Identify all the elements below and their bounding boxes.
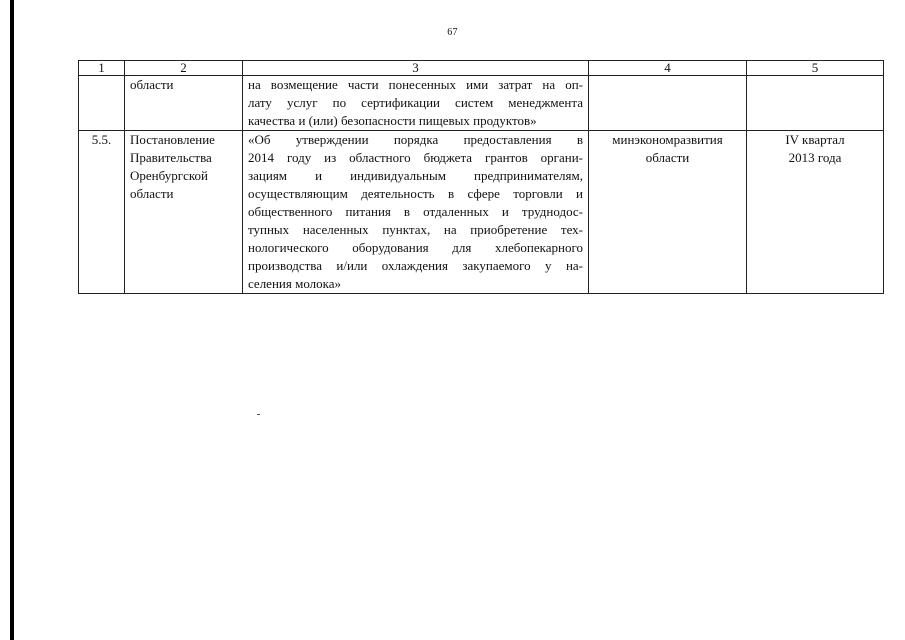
doc-type-line: Оренбургской	[130, 168, 208, 183]
doc-title-line: тупных населенных пунктах, на приобретение тех-	[248, 222, 583, 237]
doc-title-line: нологического оборудования для хлебопекарного	[248, 240, 583, 255]
responsible-line: минэкономразвития	[612, 132, 723, 147]
doc-title-line: на возмещение части понесенных ими затрат на оп-	[248, 77, 583, 92]
responsible-line: области	[645, 150, 690, 165]
table-row	[79, 76, 884, 131]
doc-title-line: селения молока»	[248, 276, 342, 291]
document-table	[78, 60, 884, 294]
doc-type-line: Правительства	[130, 150, 212, 165]
doc-title-cell	[243, 76, 589, 131]
header-col-2: 2	[125, 61, 243, 76]
row-number-cell: 5.5.	[79, 131, 125, 294]
doc-title-line: 2014 году из областного бюджета грантов органи-	[248, 150, 583, 165]
doc-title-line: качества и (или) безопасности пищевых продуктов»	[248, 113, 537, 128]
doc-type-line: области	[130, 77, 174, 92]
doc-type-line: области	[130, 186, 174, 201]
header-col-4: 4	[589, 61, 747, 76]
deadline-cell	[747, 76, 884, 131]
doc-type-cell	[125, 131, 243, 294]
page-number: 67	[447, 27, 458, 38]
row-number-cell	[79, 76, 125, 131]
doc-title-line: зациям и индивидуальным предпринимателям,	[248, 168, 583, 183]
doc-title-line: «Об утверждении порядка предоставления в	[248, 132, 583, 147]
header-col-1: 1	[79, 61, 125, 76]
doc-title-line: лату услуг по сертификации систем менеджмента	[248, 95, 583, 110]
responsible-cell	[589, 131, 747, 294]
doc-title-line: осуществляющим деятельность в сфере торговли и	[248, 186, 583, 201]
doc-title-cell	[243, 131, 589, 294]
table-header-row	[79, 61, 884, 76]
header-col-5: 5	[747, 61, 884, 76]
doc-type-cell	[125, 76, 243, 131]
doc-title-line: производства и/или охлаждения закупаемого у на-	[248, 258, 583, 273]
deadline-cell	[747, 131, 884, 294]
header-col-3: 3	[243, 61, 589, 76]
responsible-cell	[589, 76, 747, 131]
scan-speck	[257, 414, 260, 415]
deadline-line: 2013 года	[788, 150, 842, 165]
deadline-line: IV квартал	[785, 132, 845, 147]
doc-type-line: Постановление	[130, 132, 215, 147]
scan-edge-line	[10, 0, 14, 640]
table-row	[79, 131, 884, 294]
doc-title-line: общественного питания в отдаленных и труднодос-	[248, 204, 583, 219]
